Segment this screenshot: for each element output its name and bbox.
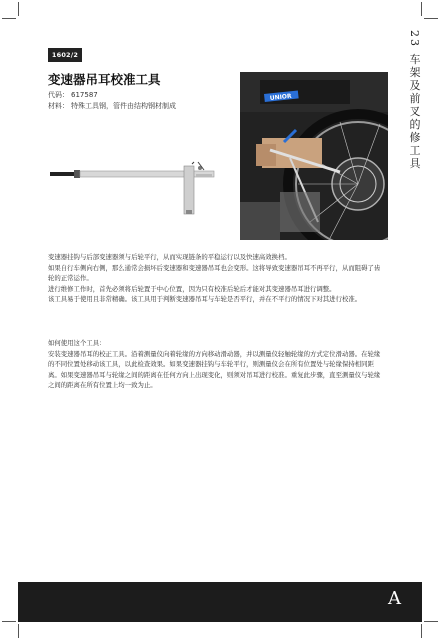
crop-mark [2, 621, 16, 622]
paragraph: 变速器挂钩与后部变速器须与后轮平行，从而实现链条的平稳运行以及快速高效换档。 [48, 253, 291, 261]
howto-paragraph: 安装变速器吊耳的校正工具。沿着测量仪向着轮缘的方向移动滑动器，并以测量仪轻触轮缘的方式定位滑动器。在轮缘的不同位置处移动该工具，以此检查效果。如果变速器挂钩与车轮平行，则测量仪会在所有位置处与轮缘保持相同距离。如果变速器吊耳与轮缘之间的距离在任何方向上出现变化，则须对吊耳进行校准。重复此步骤，直至测量仪与轮缘之间的距离在所有位置上均一致为止。 [48, 349, 381, 389]
material-label: 材料： [48, 102, 69, 110]
tool-illustration [44, 160, 220, 224]
crop-mark [2, 18, 16, 19]
section-letter: A [388, 588, 401, 609]
usage-photo [240, 72, 388, 240]
code-label: 代码： [48, 91, 69, 99]
description [48, 252, 382, 305]
usage-photo-illustration [240, 72, 388, 240]
crop-mark [18, 624, 19, 638]
chapter-side-title: 23 车架及前叉的修工具 [408, 30, 421, 171]
photo-brand-text: UNIOR [269, 92, 292, 102]
howto-section [48, 338, 382, 391]
crop-mark [18, 2, 19, 16]
paragraph: 进行维修工作时，首先必须将后轮置于中心位置，因为只有校准后轮后才能对其变速器吊耳进行调整。 [48, 284, 336, 293]
paragraph: 该工具易于使用且非常精确。该工具用于判断变速器吊耳与车轮是否平行，并在不平行的情况下对其进行校准。 [48, 295, 362, 303]
crop-mark [424, 621, 438, 622]
howto-heading: 如何使用这个工具： [48, 339, 106, 347]
paragraph: 如果自行车侧向右侧，那么通常会损坏后变速器和变速器吊耳也会变形。这将导致变速器吊耳不再平行，从而阻碍了齿轮的正常运作。 [48, 263, 381, 282]
crop-mark [424, 18, 438, 19]
alignment-tool-drawing [44, 160, 220, 220]
page-title: 变速器吊耳校准工具 [48, 72, 161, 87]
code-value: 617587 [71, 91, 98, 99]
product-material [48, 101, 176, 111]
footer-bar [18, 582, 422, 622]
crop-mark [421, 624, 422, 638]
material-value: 特殊工具钢，管件由结构钢材制成 [71, 102, 176, 110]
crop-mark [421, 2, 422, 16]
product-number-badge: 1602/2 [48, 48, 82, 62]
product-code [48, 90, 98, 100]
